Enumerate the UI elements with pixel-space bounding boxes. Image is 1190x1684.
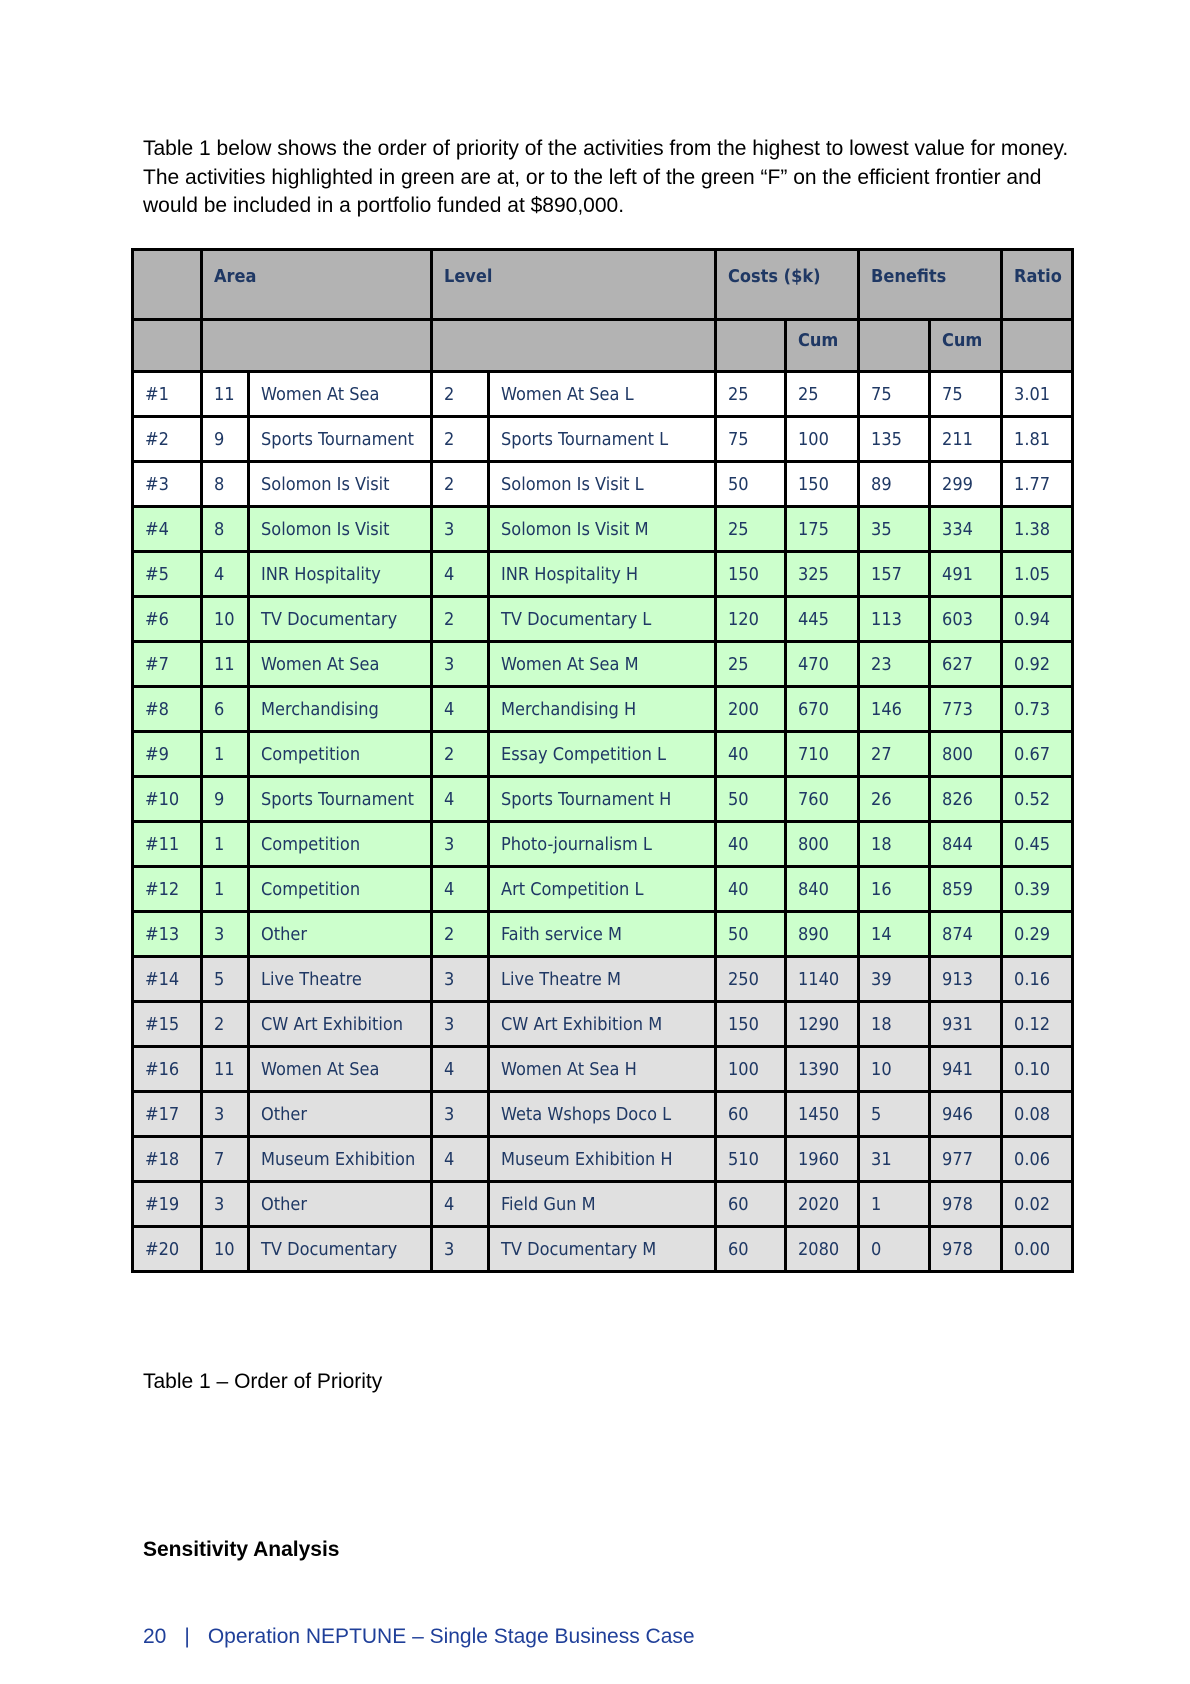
cell-level-number: 4: [432, 867, 489, 912]
subheader-empty: [432, 320, 716, 372]
header-rank: [133, 250, 202, 320]
header-ratio: Ratio: [1002, 250, 1073, 320]
cell-ratio: 1.05: [1002, 552, 1073, 597]
cell-level-number: 3: [432, 957, 489, 1002]
cell-benefit-cumulative: 941: [930, 1047, 1002, 1092]
cell-area-number: 3: [202, 1092, 249, 1137]
cell-level-name: CW Art Exhibition M: [489, 1002, 716, 1047]
cell-ratio: 0.29: [1002, 912, 1073, 957]
cell-area-name: Competition: [249, 867, 432, 912]
cell-cost: 60: [716, 1227, 786, 1272]
cell-benefit: 89: [859, 462, 930, 507]
cell-cost: 50: [716, 777, 786, 822]
cell-rank: #10: [133, 777, 202, 822]
cell-area-number: 11: [202, 1047, 249, 1092]
cell-level-name: Merchandising H: [489, 687, 716, 732]
header-benefits: Benefits: [859, 250, 1002, 320]
cell-ratio: 1.77: [1002, 462, 1073, 507]
cell-benefit: 31: [859, 1137, 930, 1182]
cell-benefit: 23: [859, 642, 930, 687]
cell-level-name: TV Documentary L: [489, 597, 716, 642]
cell-benefit: 0: [859, 1227, 930, 1272]
cell-area-name: Women At Sea: [249, 372, 432, 417]
document-title: Operation NEPTUNE – Single Stage Business Case: [207, 1625, 695, 1648]
cell-cost-cumulative: 760: [786, 777, 859, 822]
cell-ratio: 0.00: [1002, 1227, 1073, 1272]
table-row: [133, 1047, 1073, 1092]
cell-area-number: 8: [202, 507, 249, 552]
cell-level-number: 3: [432, 1002, 489, 1047]
cell-level-name: Essay Competition L: [489, 732, 716, 777]
table-row: [133, 372, 1073, 417]
table-caption: Table 1 – Order of Priority: [143, 1370, 383, 1393]
cell-level-number: 4: [432, 1137, 489, 1182]
table-row: [133, 957, 1073, 1002]
cell-cost: 40: [716, 732, 786, 777]
cell-benefit-cumulative: 913: [930, 957, 1002, 1002]
cell-area-name: Competition: [249, 822, 432, 867]
table-row: [133, 867, 1073, 912]
table-row: [133, 912, 1073, 957]
cell-cost-cumulative: 150: [786, 462, 859, 507]
cell-benefit-cumulative: 874: [930, 912, 1002, 957]
cell-rank: #13: [133, 912, 202, 957]
cell-benefit: 157: [859, 552, 930, 597]
cell-level-number: 3: [432, 822, 489, 867]
cell-area-number: 6: [202, 687, 249, 732]
cell-cost-cumulative: 2080: [786, 1227, 859, 1272]
cell-ratio: 0.67: [1002, 732, 1073, 777]
cell-level-name: Museum Exhibition H: [489, 1137, 716, 1182]
cell-cost-cumulative: 670: [786, 687, 859, 732]
cell-benefit-cumulative: 978: [930, 1182, 1002, 1227]
subheader-empty: [1002, 320, 1073, 372]
cell-cost: 75: [716, 417, 786, 462]
cell-level-name: Sports Tournament H: [489, 777, 716, 822]
cell-ratio: 0.45: [1002, 822, 1073, 867]
section-heading: Sensitivity Analysis: [143, 1538, 340, 1561]
subheader-empty: [859, 320, 930, 372]
table-row: [133, 822, 1073, 867]
cell-level-number: 2: [432, 732, 489, 777]
cell-level-name: Faith service M: [489, 912, 716, 957]
cell-cost: 50: [716, 462, 786, 507]
cell-level-name: Solomon Is Visit L: [489, 462, 716, 507]
subheader-empty: [133, 320, 202, 372]
cell-level-number: 4: [432, 1047, 489, 1092]
cell-area-name: Competition: [249, 732, 432, 777]
cell-cost: 250: [716, 957, 786, 1002]
cell-area-name: Live Theatre: [249, 957, 432, 1002]
cell-area-number: 1: [202, 822, 249, 867]
table-row: [133, 597, 1073, 642]
cell-benefit-cumulative: 844: [930, 822, 1002, 867]
cell-ratio: 0.10: [1002, 1047, 1073, 1092]
cell-cost: 25: [716, 642, 786, 687]
cell-level-name: Women At Sea L: [489, 372, 716, 417]
header-row: [133, 250, 1073, 320]
cell-level-number: 4: [432, 552, 489, 597]
cell-benefit: 35: [859, 507, 930, 552]
cell-level-name: TV Documentary M: [489, 1227, 716, 1272]
cell-ratio: 0.52: [1002, 777, 1073, 822]
cell-benefit-cumulative: 977: [930, 1137, 1002, 1182]
cell-ratio: 0.06: [1002, 1137, 1073, 1182]
cell-cost: 40: [716, 822, 786, 867]
cell-level-name: Photo-journalism L: [489, 822, 716, 867]
cell-level-number: 3: [432, 1092, 489, 1137]
cell-cost-cumulative: 1290: [786, 1002, 859, 1047]
cell-cost-cumulative: 710: [786, 732, 859, 777]
cell-level-number: 3: [432, 507, 489, 552]
cell-benefit-cumulative: 946: [930, 1092, 1002, 1137]
cell-level-name: Field Gun M: [489, 1182, 716, 1227]
cell-cost: 120: [716, 597, 786, 642]
cell-area-name: Other: [249, 912, 432, 957]
cell-cost: 150: [716, 552, 786, 597]
cell-cost: 150: [716, 1002, 786, 1047]
cell-cost-cumulative: 100: [786, 417, 859, 462]
cell-ratio: 0.39: [1002, 867, 1073, 912]
cell-area-name: Women At Sea: [249, 1047, 432, 1092]
cell-ratio: 0.08: [1002, 1092, 1073, 1137]
cell-level-name: Women At Sea H: [489, 1047, 716, 1092]
intro-paragraph: Table 1 below shows the order of priority of the activities from the highest to lowest value for money. The activities highlighted in green are at, or to the left of the green “F” on the efficient frontier and would be included in a portfolio funded at $890,000.: [143, 137, 1069, 217]
cell-benefit: 146: [859, 687, 930, 732]
cell-cost-cumulative: 25: [786, 372, 859, 417]
cell-benefit: 5: [859, 1092, 930, 1137]
table-row: [133, 1182, 1073, 1227]
cell-benefit: 39: [859, 957, 930, 1002]
cell-rank: #16: [133, 1047, 202, 1092]
cell-benefit-cumulative: 334: [930, 507, 1002, 552]
cell-ratio: 0.16: [1002, 957, 1073, 1002]
cell-cost-cumulative: 1390: [786, 1047, 859, 1092]
cell-area-number: 4: [202, 552, 249, 597]
cell-rank: #9: [133, 732, 202, 777]
cell-cost: 25: [716, 507, 786, 552]
cell-benefit-cumulative: 211: [930, 417, 1002, 462]
cell-cost: 60: [716, 1092, 786, 1137]
cell-level-number: 2: [432, 597, 489, 642]
cell-rank: #3: [133, 462, 202, 507]
cell-cost-cumulative: 470: [786, 642, 859, 687]
cell-rank: #7: [133, 642, 202, 687]
cell-level-name: Art Competition L: [489, 867, 716, 912]
cell-cost-cumulative: 1450: [786, 1092, 859, 1137]
cell-area-name: Women At Sea: [249, 642, 432, 687]
cell-benefit-cumulative: 773: [930, 687, 1002, 732]
subheader-row: [133, 320, 1073, 372]
table-row: [133, 1137, 1073, 1182]
cell-level-number: 2: [432, 462, 489, 507]
subheader-benefits-cum: Cum: [930, 320, 1002, 372]
cell-area-name: Other: [249, 1182, 432, 1227]
cell-ratio: 1.38: [1002, 507, 1073, 552]
header-costs: Costs ($k): [716, 250, 859, 320]
cell-benefit: 75: [859, 372, 930, 417]
cell-cost: 510: [716, 1137, 786, 1182]
header-area: Area: [202, 250, 432, 320]
subheader-costs-cum: Cum: [786, 320, 859, 372]
table-row: [133, 462, 1073, 507]
cell-cost-cumulative: 175: [786, 507, 859, 552]
cell-cost: 40: [716, 867, 786, 912]
cell-benefit: 135: [859, 417, 930, 462]
cell-rank: #14: [133, 957, 202, 1002]
page-footer: [143, 1625, 695, 1649]
cell-benefit: 10: [859, 1047, 930, 1092]
cell-area-number: 3: [202, 912, 249, 957]
cell-area-number: 11: [202, 372, 249, 417]
cell-level-number: 2: [432, 417, 489, 462]
priority-table: [131, 248, 1074, 1273]
cell-level-number: 2: [432, 372, 489, 417]
cell-area-name: Solomon Is Visit: [249, 462, 432, 507]
cell-area-number: 11: [202, 642, 249, 687]
cell-cost-cumulative: 2020: [786, 1182, 859, 1227]
cell-cost: 200: [716, 687, 786, 732]
cell-ratio: 3.01: [1002, 372, 1073, 417]
cell-area-name: Sports Tournament: [249, 417, 432, 462]
cell-level-number: 4: [432, 777, 489, 822]
cell-rank: #2: [133, 417, 202, 462]
cell-area-number: 1: [202, 732, 249, 777]
cell-rank: #19: [133, 1182, 202, 1227]
cell-area-number: 2: [202, 1002, 249, 1047]
cell-area-name: TV Documentary: [249, 1227, 432, 1272]
cell-level-number: 4: [432, 687, 489, 732]
cell-ratio: 0.02: [1002, 1182, 1073, 1227]
cell-benefit-cumulative: 75: [930, 372, 1002, 417]
cell-area-name: Solomon Is Visit: [249, 507, 432, 552]
cell-area-number: 10: [202, 597, 249, 642]
cell-cost-cumulative: 890: [786, 912, 859, 957]
table-row: [133, 507, 1073, 552]
cell-rank: #5: [133, 552, 202, 597]
table-row: [133, 642, 1073, 687]
cell-benefit: 27: [859, 732, 930, 777]
cell-area-name: Merchandising: [249, 687, 432, 732]
table-row: [133, 1002, 1073, 1047]
cell-area-name: Other: [249, 1092, 432, 1137]
cell-level-number: 3: [432, 1227, 489, 1272]
cell-rank: #17: [133, 1092, 202, 1137]
cell-area-number: 8: [202, 462, 249, 507]
cell-benefit-cumulative: 299: [930, 462, 1002, 507]
cell-rank: #4: [133, 507, 202, 552]
subheader-empty: [202, 320, 432, 372]
cell-cost: 50: [716, 912, 786, 957]
cell-rank: #20: [133, 1227, 202, 1272]
cell-rank: #12: [133, 867, 202, 912]
cell-benefit: 1: [859, 1182, 930, 1227]
cell-benefit-cumulative: 491: [930, 552, 1002, 597]
cell-cost: 100: [716, 1047, 786, 1092]
table-row: [133, 552, 1073, 597]
cell-cost-cumulative: 325: [786, 552, 859, 597]
cell-cost-cumulative: 1960: [786, 1137, 859, 1182]
cell-area-number: 9: [202, 417, 249, 462]
cell-level-number: 4: [432, 1182, 489, 1227]
cell-rank: #8: [133, 687, 202, 732]
cell-cost-cumulative: 840: [786, 867, 859, 912]
cell-area-number: 1: [202, 867, 249, 912]
cell-benefit-cumulative: 978: [930, 1227, 1002, 1272]
cell-rank: #18: [133, 1137, 202, 1182]
cell-area-number: 5: [202, 957, 249, 1002]
cell-area-number: 3: [202, 1182, 249, 1227]
subheader-empty: [716, 320, 786, 372]
cell-level-name: Solomon Is Visit M: [489, 507, 716, 552]
page-number: 20: [143, 1625, 167, 1648]
table-row: [133, 687, 1073, 732]
cell-rank: #15: [133, 1002, 202, 1047]
cell-area-name: INR Hospitality: [249, 552, 432, 597]
cell-level-name: Weta Wshops Doco L: [489, 1092, 716, 1137]
cell-ratio: 0.94: [1002, 597, 1073, 642]
cell-benefit: 18: [859, 1002, 930, 1047]
cell-rank: #1: [133, 372, 202, 417]
cell-ratio: 0.73: [1002, 687, 1073, 732]
cell-area-name: CW Art Exhibition: [249, 1002, 432, 1047]
cell-benefit: 113: [859, 597, 930, 642]
cell-level-name: INR Hospitality H: [489, 552, 716, 597]
cell-benefit-cumulative: 859: [930, 867, 1002, 912]
cell-benefit-cumulative: 603: [930, 597, 1002, 642]
cell-area-name: Sports Tournament: [249, 777, 432, 822]
table-row: [133, 417, 1073, 462]
cell-benefit-cumulative: 931: [930, 1002, 1002, 1047]
cell-cost: 60: [716, 1182, 786, 1227]
cell-cost: 25: [716, 372, 786, 417]
header-level: Level: [432, 250, 716, 320]
cell-level-name: Live Theatre M: [489, 957, 716, 1002]
cell-rank: #11: [133, 822, 202, 867]
footer-separator: |: [184, 1625, 190, 1648]
cell-benefit: 26: [859, 777, 930, 822]
cell-ratio: 1.81: [1002, 417, 1073, 462]
table-row: [133, 732, 1073, 777]
cell-cost-cumulative: 800: [786, 822, 859, 867]
cell-area-number: 7: [202, 1137, 249, 1182]
cell-cost-cumulative: 1140: [786, 957, 859, 1002]
cell-rank: #6: [133, 597, 202, 642]
cell-benefit-cumulative: 800: [930, 732, 1002, 777]
cell-level-name: Women At Sea M: [489, 642, 716, 687]
cell-benefit-cumulative: 826: [930, 777, 1002, 822]
cell-level-number: 2: [432, 912, 489, 957]
cell-area-number: 10: [202, 1227, 249, 1272]
table-row: [133, 777, 1073, 822]
cell-benefit: 14: [859, 912, 930, 957]
cell-benefit-cumulative: 627: [930, 642, 1002, 687]
cell-area-number: 9: [202, 777, 249, 822]
cell-area-name: Museum Exhibition: [249, 1137, 432, 1182]
cell-ratio: 0.92: [1002, 642, 1073, 687]
table-row: [133, 1227, 1073, 1272]
cell-area-name: TV Documentary: [249, 597, 432, 642]
cell-ratio: 0.12: [1002, 1002, 1073, 1047]
cell-cost-cumulative: 445: [786, 597, 859, 642]
cell-benefit: 18: [859, 822, 930, 867]
cell-benefit: 16: [859, 867, 930, 912]
cell-level-name: Sports Tournament L: [489, 417, 716, 462]
cell-level-number: 3: [432, 642, 489, 687]
table-row: [133, 1092, 1073, 1137]
